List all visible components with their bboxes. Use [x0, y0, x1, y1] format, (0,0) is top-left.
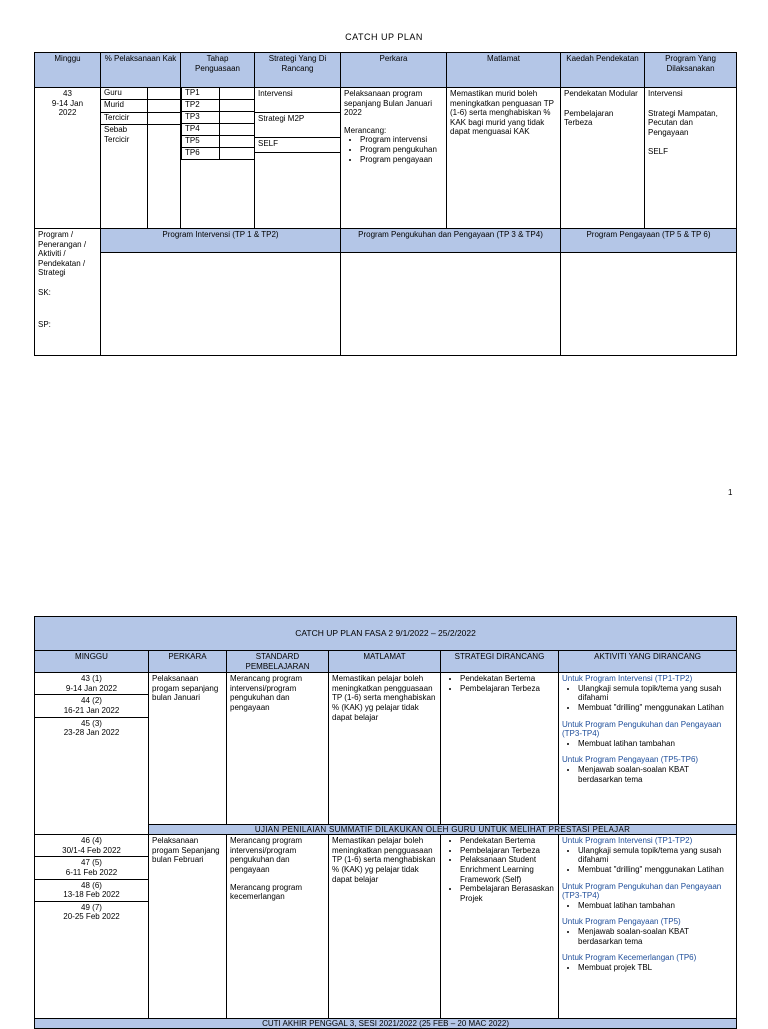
- aktiviti-heading: Untuk Program Pengayaan (TP5-TP6): [562, 755, 699, 765]
- kaedah-cell: [561, 88, 645, 229]
- list-item: • Program pengayaan: [360, 155, 443, 165]
- week-entry: 44 (2) 16-21 Jan 2022: [35, 695, 148, 717]
- row2-pengukuhan-cell: [341, 253, 561, 356]
- page-number: 1: [728, 488, 733, 497]
- list-item: • Membuat latihan tambahan: [578, 901, 733, 911]
- list-item: • Menjawab soalan-soalan KBAT berdasarkan tema: [578, 927, 733, 946]
- block1-aktiviti: [559, 673, 737, 825]
- pelaksanaan-subtable: [101, 88, 180, 228]
- fasa2-header-standard: STANDARD PEMBELAJARAN: [227, 651, 329, 673]
- list-item: • Pembelajaran Terbeza: [460, 846, 555, 856]
- list-item: • Membuat "drilling" menggunakan Latihan: [578, 703, 733, 713]
- row2-intervensi-cell: [101, 253, 341, 356]
- sk-label: SK:: [38, 287, 51, 297]
- tahap-subtable: [181, 88, 254, 160]
- label-sebab-tercicir: Sebab Tercicir: [101, 125, 147, 145]
- tp1-label: TP1: [182, 88, 220, 100]
- week-entry: 43 (1) 9-14 Jan 2022: [35, 673, 148, 695]
- list-item: • Pendekatan Bertema: [460, 674, 555, 684]
- cuti-row: CUTI AKHIR PENGGAL 3, SESI 2021/2022 (25 FEB – 20 MAC 2022): [35, 1019, 737, 1029]
- kaedah-terbeza: Pembelajaran Terbeza: [564, 108, 614, 128]
- block1-matlamat: Memastikan pelajar boleh meningkatkan pengguasaan TP (1-6) serta menghabiskan % (KAK) yg pelajar tidak dapat belajar: [329, 673, 441, 825]
- strategi-cell: [255, 88, 341, 229]
- fasa2-header-strategi: STRATEGI DIRANCANG: [441, 651, 559, 673]
- matlamat-cell: Memastikan murid boleh meningkatkan penguasan TP (1-6) serta menghabiskan % KAK bagi murid yang tidak dapat menguasai KAK: [447, 88, 561, 229]
- row2-header-pengayaan: Program Pengayaan (TP 5 & TP 6): [561, 229, 737, 253]
- block1-minggu-cell: [35, 673, 149, 835]
- catch-up-plan-table: [34, 52, 737, 356]
- fasa2-header-matlamat: MATLAMAT: [329, 651, 441, 673]
- strategi-intervensi: Intervensi: [255, 88, 340, 113]
- program-strategi: Strategi Mampatan, Pecutan dan Pengayaan: [648, 108, 718, 137]
- minggu-dates: 9-14 Jan: [51, 98, 84, 108]
- row2-pengayaan-cell: [561, 253, 737, 356]
- list-item: • Pembelajaran Berasaskan Projek: [460, 884, 555, 903]
- tahap-cell: [181, 88, 255, 229]
- list-item: • Pendekatan Bertema: [460, 836, 555, 846]
- header-pelaksanaan: % Pelaksanaan Kak: [101, 53, 181, 88]
- perkara-merancang: Merancang:: [344, 125, 387, 135]
- minggu-number: 43: [63, 89, 72, 98]
- list-item: • Ulangkaji semula topik/tema yang susah difahami: [578, 684, 733, 703]
- block2-standard: Merancang program intervensi/program pengukuhan dan pengayaan Merancang program kecemerlangan: [227, 835, 329, 1019]
- aktiviti-heading: Untuk Program Pengayaan (TP5): [562, 917, 681, 927]
- perkara-list: [344, 135, 443, 164]
- header-tahap: Tahap Penguasaan: [181, 53, 255, 88]
- block2-matlamat: Memastikan pelajar boleh meningkatkan pengguasaan TP (1-6) serta menghabiskan % (KAK) yg pelajar tidak dapat belajar: [329, 835, 441, 1019]
- week-entry: 45 (3) 23-28 Jan 2022: [63, 718, 120, 738]
- sp-label: SP:: [38, 319, 51, 329]
- catch-up-plan-fasa2-table: [34, 616, 737, 1029]
- header-program: Program Yang Dilaksanakan: [645, 53, 737, 88]
- pelaksanaan-cell: [101, 88, 181, 229]
- row2-header-intervensi: Program Intervensi (TP 1 & TP2): [101, 229, 341, 253]
- block1-perkara: Pelaksanaan progam sepanjang bulan Januari: [149, 673, 227, 825]
- row2-label-cell: [35, 229, 101, 356]
- tp2-label: TP2: [182, 100, 220, 112]
- fasa2-header-perkara: PERKARA: [149, 651, 227, 673]
- list-item: • Pembelajaran Terbeza: [460, 684, 555, 694]
- header-perkara: Perkara: [341, 53, 447, 88]
- block2-minggu-cell: [35, 835, 149, 1019]
- row2-header-pengukuhan: Program Pengukuhan dan Pengayaan (TP 3 & TP4): [341, 229, 561, 253]
- list-item: • Program pengukuhan: [360, 145, 443, 155]
- tp5-label: TP5: [182, 136, 220, 148]
- program-cell: [645, 88, 737, 229]
- aktiviti-heading: Untuk Program Kecemerlangan (TP6): [562, 953, 697, 963]
- block1-strategi: [441, 673, 559, 825]
- header-strategi: Strategi Yang Di Rancang: [255, 53, 341, 88]
- ujian-row: UJIAN PENILAIAN SUMMATIF DILAKUKAN OLEH GURU UNTUK MELIHAT PRESTASI PELAJAR: [149, 825, 737, 835]
- list-item: • Program intervensi: [360, 135, 443, 145]
- block2-strategi: [441, 835, 559, 1019]
- fasa2-header-minggu: MINGGU: [35, 651, 149, 673]
- program-intervensi: Intervensi: [648, 89, 683, 98]
- label-guru: Guru: [101, 88, 147, 100]
- perkara-cell: [341, 88, 447, 229]
- block2-perkara: Pelaksanaan progam Sepanjang bulan Februari: [149, 835, 227, 1019]
- list-item: • Membuat "drilling" menggunakan Latihan: [578, 865, 733, 875]
- fasa2-title: CATCH UP PLAN FASA 2 9/1/2022 – 25/2/2022: [35, 617, 737, 651]
- header-minggu: Minggu: [35, 53, 101, 88]
- week-entry: 47 (5) 6-11 Feb 2022: [35, 857, 148, 879]
- aktiviti-heading: Untuk Program Intervensi (TP1-TP2): [562, 836, 693, 846]
- list-item: • Pelaksanaan Student Enrichment Learning Framework (Self): [460, 855, 555, 884]
- list-item: • Menjawab soalan-soalan KBAT berdasarkan tema: [578, 765, 733, 784]
- aktiviti-heading: Untuk Program Intervensi (TP1-TP2): [562, 674, 693, 684]
- list-item: • Membuat projek TBL: [578, 963, 733, 973]
- minggu-year: 2022: [58, 108, 77, 118]
- strategi-self: SELF: [255, 138, 340, 153]
- header-kaedah: Kaedah Pendekatan: [561, 53, 645, 88]
- list-item: • Ulangkaji semula topik/tema yang susah difahami: [578, 846, 733, 865]
- week-entry: 49 (7) 20-25 Feb 2022: [63, 902, 120, 922]
- label-tercicir: Tercicir: [101, 112, 147, 124]
- header-matlamat: Matlamat: [447, 53, 561, 88]
- tp3-label: TP3: [182, 112, 220, 124]
- label-murid: Murid: [101, 100, 147, 112]
- page1-title: CATCH UP PLAN: [345, 32, 423, 42]
- list-item: • Membuat latihan tambahan: [578, 739, 733, 749]
- block2-aktiviti: [559, 835, 737, 1019]
- week-entry: 46 (4) 30/1-4 Feb 2022: [35, 835, 148, 857]
- tp6-label: TP6: [182, 148, 220, 160]
- tp4-label: TP4: [182, 124, 220, 136]
- aktiviti-heading: Untuk Program Pengukuhan dan Pengayaan (TP3-TP4): [562, 881, 722, 901]
- perkara-text: Pelaksanaan program sepanjang Bulan Januari 2022: [344, 89, 433, 118]
- block1-standard: Merancang program intervensi/program pengukuhan dan pengayaan: [227, 673, 329, 825]
- kaedah-modular: Pendekatan Modular: [564, 89, 638, 98]
- program-self: SELF: [648, 147, 669, 157]
- row2-label: Program / Penerangan / Aktiviti / Pendekatan / Strategi: [38, 230, 87, 278]
- week-entry: 48 (6) 13-18 Feb 2022: [35, 880, 148, 902]
- minggu-cell: [35, 88, 101, 229]
- strategi-m2p: Strategi M2P: [255, 113, 340, 138]
- fasa2-header-aktiviti: AKTIVITI YANG DIRANCANG: [559, 651, 737, 673]
- aktiviti-heading: Untuk Program Pengukuhan dan Pengayaan (TP3-TP4): [562, 719, 722, 739]
